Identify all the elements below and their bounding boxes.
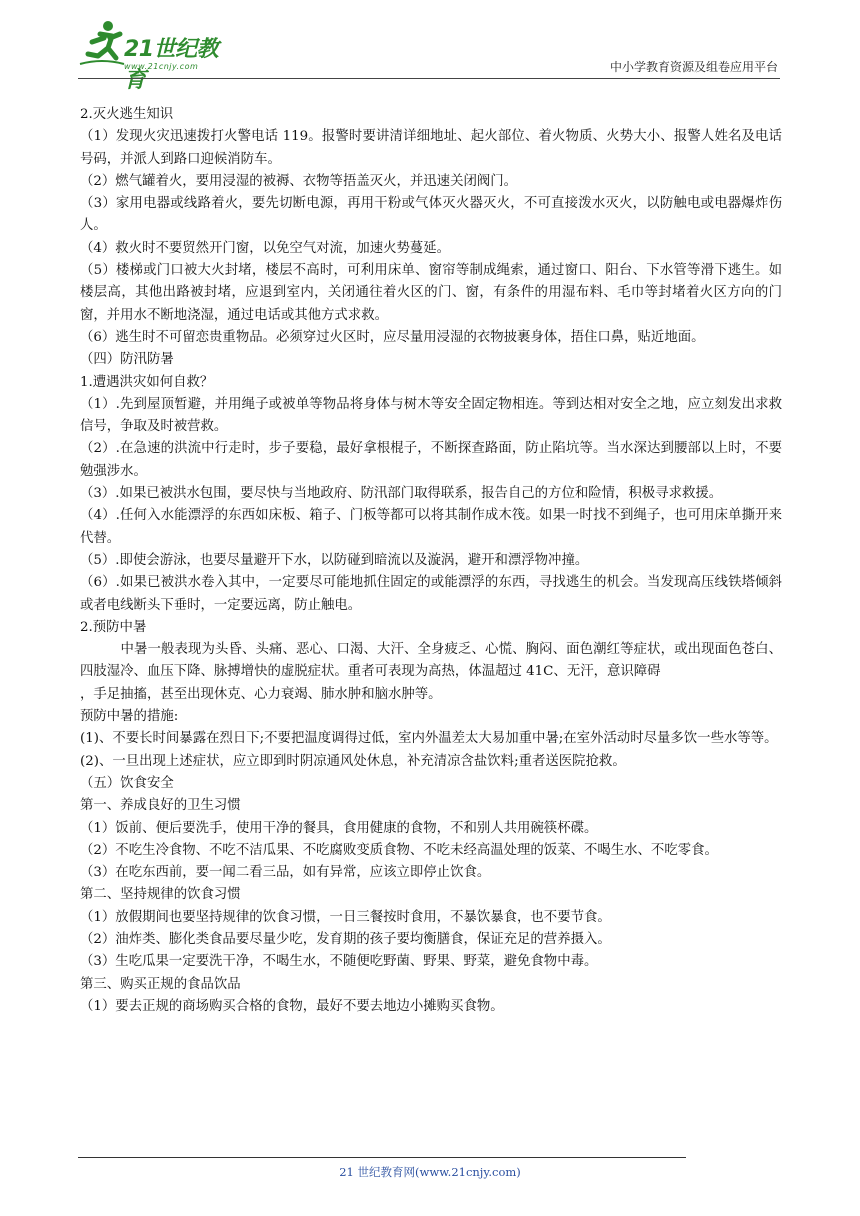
subheading: 第二、坚持规律的饮食习惯 (80, 887, 241, 903)
section-heading: （五）饮食安全 (80, 775, 174, 791)
paragraph: （1）饭前、便后要洗手，使用干净的餐具，食用健康的食物，不和别人共用碗筷杯碟。 (80, 820, 598, 836)
page-header (78, 18, 780, 93)
platform-title: 中小学教育资源及组卷应用平台 (609, 60, 778, 74)
document-body (80, 104, 782, 1018)
paragraph: 2.灭火逃生知识 (80, 107, 174, 122)
paragraph: （2）.在急速的洪流中行走时，步子要稳，最好拿根棍子，不断探查路面，防止陷坑等。当水深达到腰部以上时，不要勉强涉水。 (80, 441, 782, 479)
paragraph: （1）.先到屋顶暂避，并用绳子或被单等物品将身体与树木等安全固定物相连。等到达相对安全之地，应立刻发出求救信号，争取及时被营救。 (80, 396, 782, 435)
paragraph: （5）楼梯或门口被大火封堵，楼层不高时，可利用床单、窗帘等制成绳索，通过窗口、阳台、下水管等滑下逃生。如楼层高，其他出路被封堵，应退到室内，关闭通往着火区的门、窗，有条件的用湿布料、毛巾等封堵着火区方向的门窗，并用水不断地浇湿，通过电话或其他方式求救。 (80, 263, 782, 323)
runner-icon (78, 18, 126, 70)
header-divider (78, 78, 780, 79)
paragraph: （4）.任何入水能漂浮的东西如床板、箱子、门板等都可以将其制作成木筏。如果一时找不到绳子，也可用床单撕开来代替。 (80, 508, 782, 546)
paragraph: 中暑一般表现为头昏、头痛、恶心、口渴、大汗、全身疲乏、心慌、胸闷、面色潮红等症状，或出现面色苍白、四肢湿冷、血压下降、脉搏增快的虚脱症状。重者可表现为高热，体温超过 41C、无汗，意识障碍 (80, 642, 782, 680)
footer-divider (78, 1157, 686, 1158)
subheading: 第一、养成良好的卫生习惯 (80, 798, 241, 814)
paragraph: （4）救火时不要贸然开门窗，以免空气对流，加速火势蔓延。 (80, 240, 451, 256)
subheading: 2.预防中暑 (80, 619, 147, 635)
page-footer[interactable]: 21 世纪教育网(www.21cnjy.com) (339, 1165, 521, 1179)
logo-url: www.21cnjy.com (124, 62, 199, 71)
paragraph: （5）.即使会游泳，也要尽量避开下水，以防碰到暗流以及漩涡，避开和漂浮物冲撞。 (80, 552, 589, 568)
paragraph: ，手足抽搐，甚至出现休克、心力衰竭、肺水肿和脑水肿等。 (80, 686, 442, 702)
paragraph: （3）.如果已被洪水包围，要尽快与当地政府、防汛部门取得联系，报告自己的方位和险情，积极寻求救援。 (80, 486, 723, 502)
paragraph: （6）.如果已被洪水卷入其中，一定要尽可能地抓住固定的或能漂浮的东西，寻找逃生的机会。当发现高压线铁塔倾斜或者电线断头下垂时，一定要远离，防止触电。 (80, 575, 782, 613)
paragraph: （3）生吃瓜果一定要洗干净，不喝生水，不随便吃野菌、野果、野菜，避免食物中毒。 (80, 954, 598, 970)
paragraph: （6）逃生时不可留恋贵重物品。必须穿过火区时，应尽量用浸湿的衣物披裹身体，捂住口鼻，贴近地面。 (80, 329, 705, 345)
paragraph: (2)、一旦出现上述症状，应立即到时阴凉通风处休息，补充清凉含盐饮料;重者送医院抢救。 (80, 753, 626, 769)
paragraph: （1）要去正规的商场购买合格的食物，最好不要去地边小摊购买食物。 (80, 998, 504, 1014)
paragraph: （3）在吃东西前，要一闻二看三品，如有异常，应该立即停止饮食。 (80, 865, 491, 881)
subheading: 第三、购买正规的食品饮品 (80, 976, 241, 992)
paragraph: （1）放假期间也要坚持规律的饮食习惯，一日三餐按时食用，不暴饮暴食，也不要节食。 (80, 909, 611, 925)
paragraph: （1）发现火灾迅速拨打火警电话 119。报警时要讲清详细地址、起火部位、着火物质、火势大小、报警人姓名及电话号码，并派人到路口迎候消防车。 (80, 129, 782, 167)
site-logo (78, 18, 238, 93)
subheading: 1.遭遇洪灾如何自救？ (80, 374, 214, 390)
paragraph: （2）油炸类、膨化类食品要尽量少吃，发育期的孩子要均衡膳食，保证充足的营养摄入。 (80, 931, 611, 947)
paragraph: （2）燃气罐着火，要用浸湿的被褥、衣物等捂盖灭火，并迅速关闭阀门。 (80, 173, 518, 189)
paragraph: 预防中暑的措施: (80, 709, 179, 725)
paragraph: （3）家用电器或线路着火，要先切断电源，再用干粉或气体灭火器灭火，不可直接泼水灭火，以防触电或电器爆炸伤人。 (80, 196, 782, 234)
paragraph: (1)、不要长时间暴露在烈日下;不要把温度调得过低，室内外温差太大易加重中暑;在室外活动时尽量多饮一些水等等。 (80, 731, 778, 747)
paragraph: （2）不吃生冷食物、不吃不洁瓜果、不吃腐败变质食物、不吃未经高温处理的饭菜、不喝生水、不吃零食。 (80, 842, 718, 858)
section-heading: （四）防汛防暑 (80, 352, 174, 368)
logo-text: 21世纪教育 (124, 37, 219, 93)
